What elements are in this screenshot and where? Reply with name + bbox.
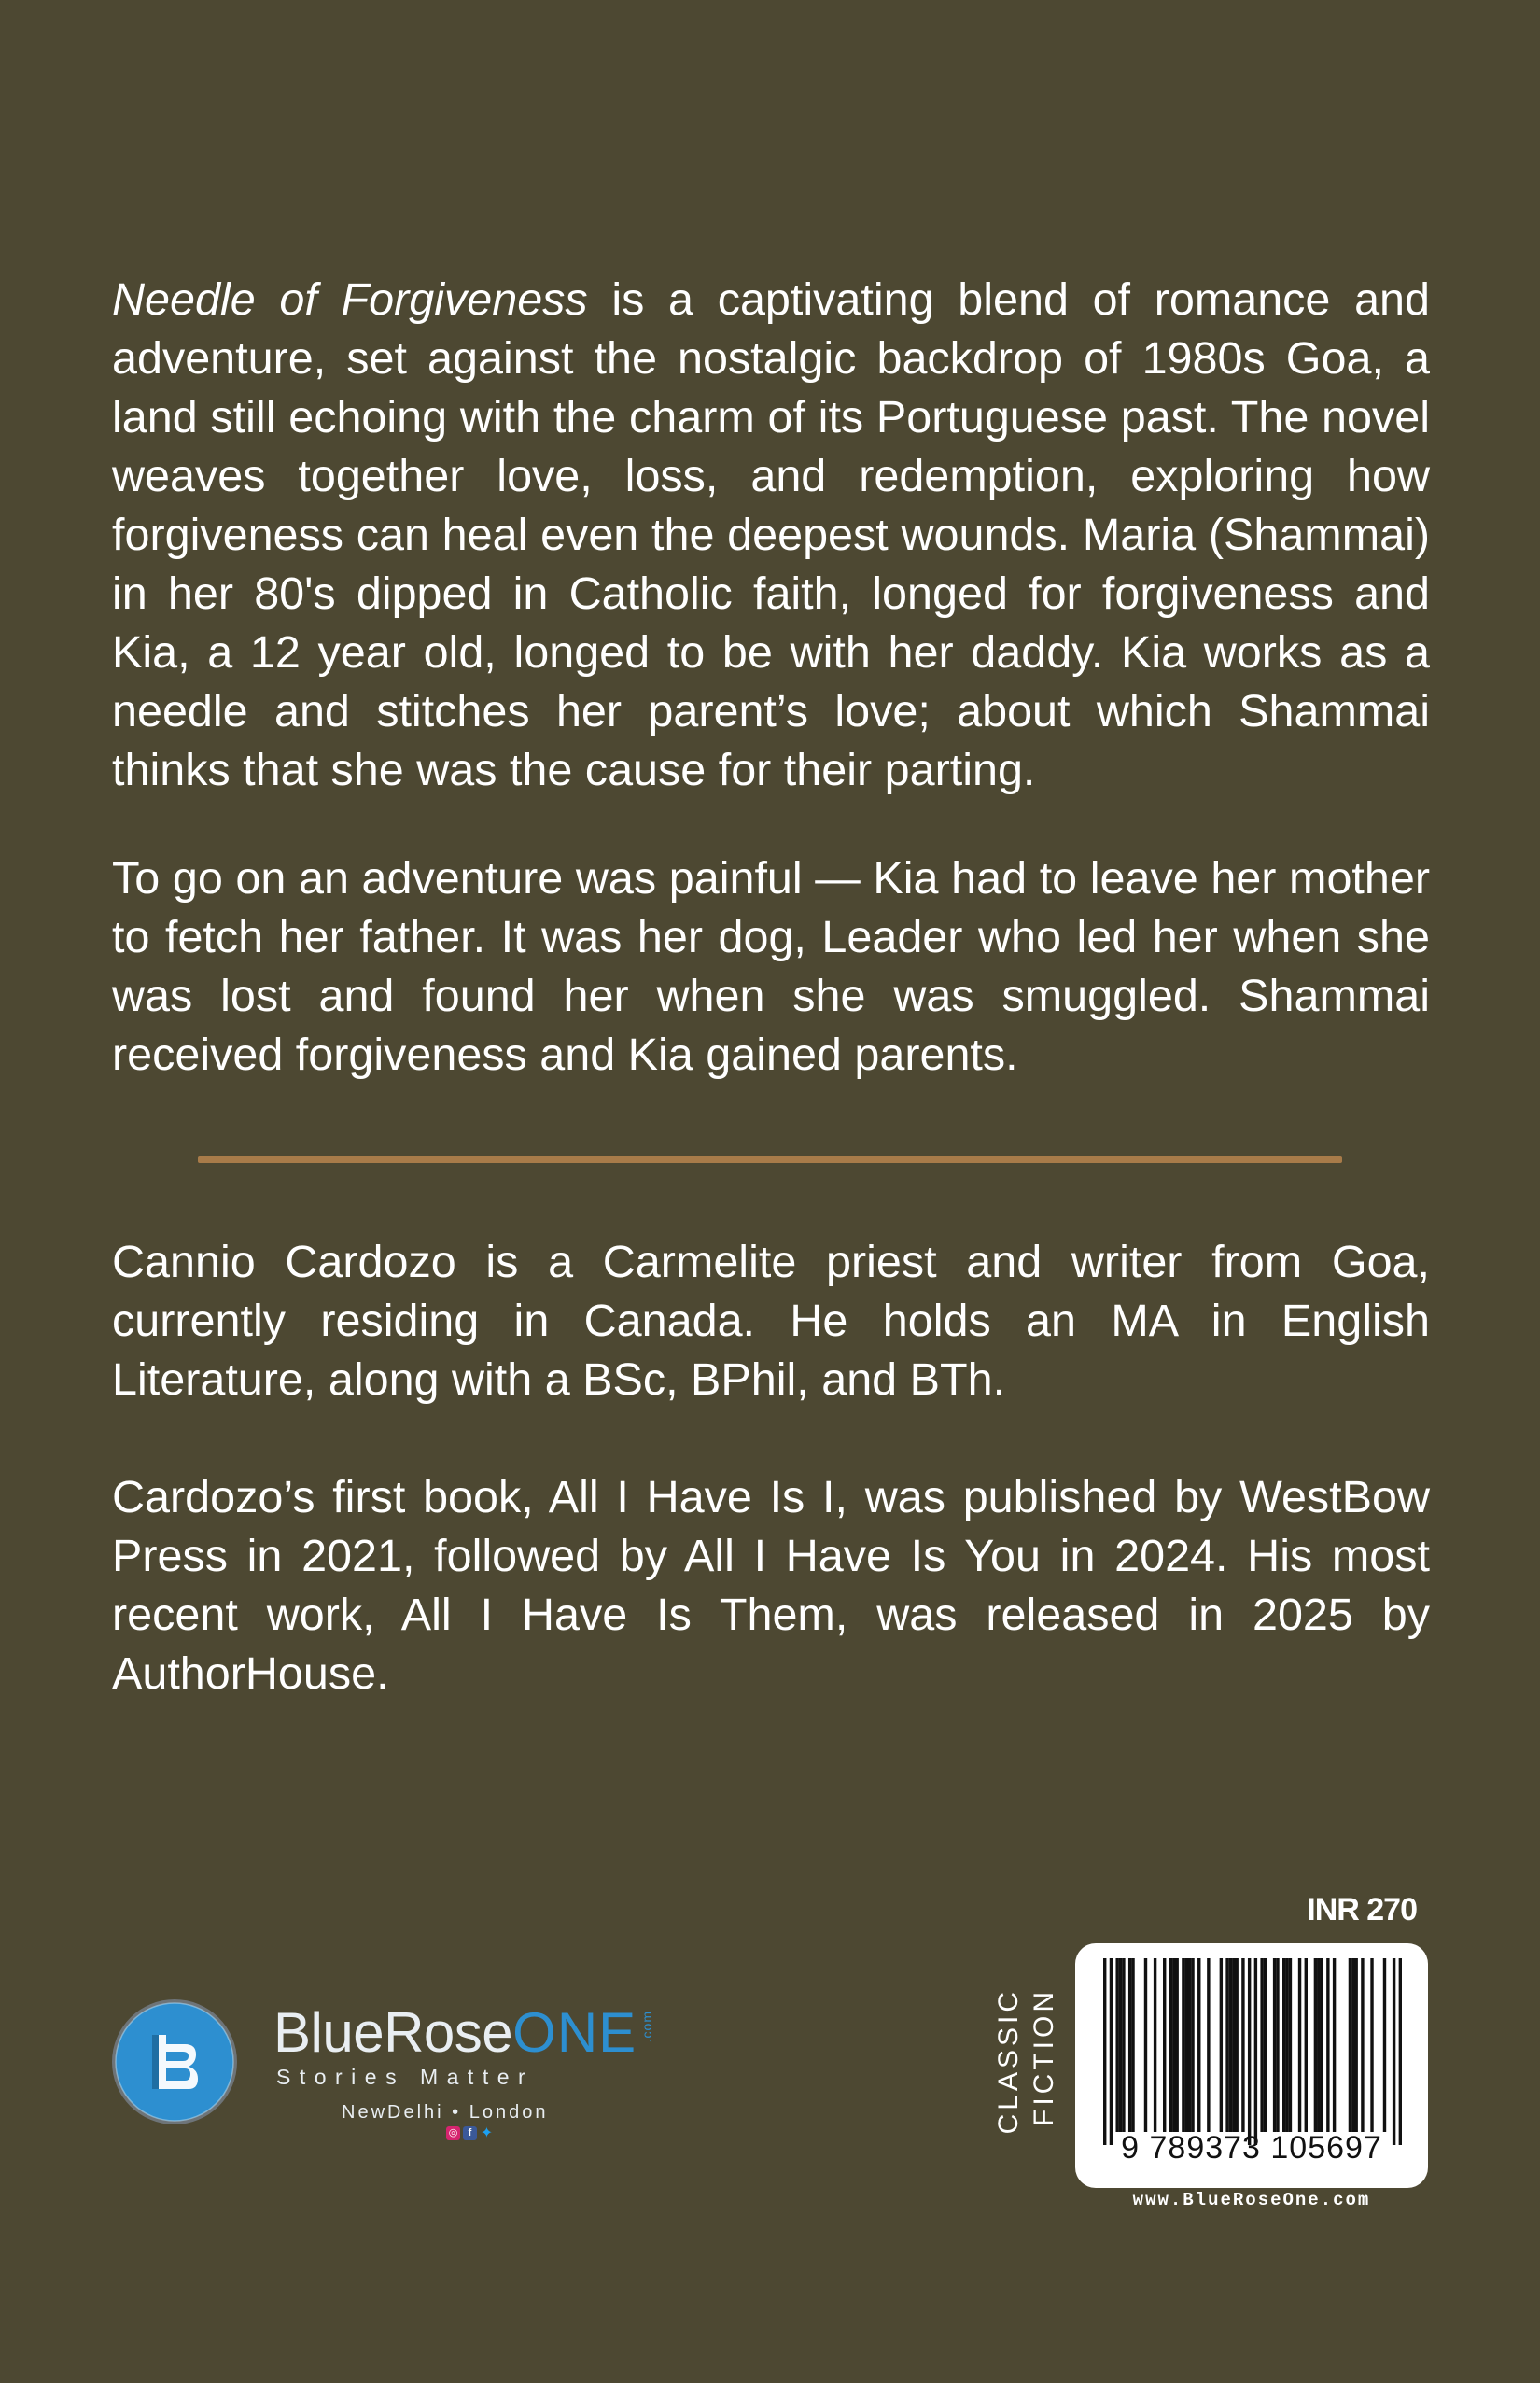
barcode-bar	[1314, 1958, 1317, 2132]
barcode-bar	[1182, 1958, 1184, 2132]
barcode-bar	[1232, 1958, 1235, 2132]
genre-label	[991, 1988, 1085, 2184]
publisher-name	[273, 2001, 655, 2064]
barcode-bar	[1383, 1958, 1386, 2132]
barcode-bar	[1298, 1958, 1301, 2132]
barcode-bar	[1122, 1958, 1125, 2132]
bio-paragraph-1: Cannio Cardozo is a Carmelite priest and writer from Goa, currently residing in Canada. He holds an MA in English Literature, along with a BSc, BPhil, and BTh.	[112, 1237, 1430, 1405]
publisher-cities: NewDelhi • London	[342, 2102, 549, 2123]
blurb-paragraph-2: To go on an adventure was painful — Kia had to leave her mother to fetch her father. It was her dog, Leader who led her when she was lost and found her when she was smuggled. Shammai received forgiveness and Kia gained parents.	[112, 853, 1430, 1080]
genre-line-2: FICTION	[1029, 1988, 1059, 2126]
publisher-tagline: Stories Matter	[276, 2065, 535, 2089]
barcode-bar	[1248, 1958, 1251, 2145]
barcode-bar	[1185, 1958, 1188, 2132]
barcode-bar	[1163, 1958, 1166, 2132]
barcode-bar	[1317, 1958, 1320, 2132]
barcode-bar	[1305, 1958, 1308, 2132]
barcode-bar	[1282, 1958, 1285, 2132]
publisher-website: www.BlueRoseOne.com	[1132, 2190, 1371, 2210]
barcode-bar	[1175, 1958, 1178, 2132]
barcode-bar	[1119, 1958, 1122, 2132]
barcode-bar	[1235, 1958, 1238, 2132]
book-blurb	[112, 271, 1430, 1085]
facebook-icon: f	[463, 2126, 477, 2140]
bio-paragraph-2: Cardozo’s first book, All I Have Is I, was published by WestBow Press in 2021, followed by All I Have Is You in 2024. His most recent work, All I Have Is Them, was released in 2025 by AuthorHouse.	[112, 1472, 1430, 1699]
barcode-bar	[1326, 1958, 1329, 2132]
barcode-bar	[1285, 1958, 1288, 2132]
publisher-name-suffix: .com	[639, 2011, 655, 2043]
barcode-bar	[1361, 1958, 1364, 2132]
barcode-bar	[1399, 1958, 1402, 2145]
barcode-bar	[1172, 1958, 1175, 2132]
twitter-icon: ✦	[480, 2124, 494, 2141]
barcode-bar	[1131, 1958, 1134, 2132]
barcode-bar	[1254, 1958, 1257, 2145]
barcode-bar	[1354, 1958, 1357, 2132]
barcode-bar	[1115, 1958, 1118, 2132]
isbn-barcode	[1075, 1943, 1428, 2188]
barcode-bar	[1276, 1958, 1279, 2132]
instagram-icon: ◎	[446, 2126, 460, 2140]
barcode-bar	[1289, 1958, 1292, 2132]
barcode-bar	[1207, 1958, 1210, 2132]
barcode-bar	[1144, 1958, 1147, 2132]
barcode-bar	[1273, 1958, 1276, 2132]
publisher-name-part2: ONE	[512, 2001, 637, 2064]
barcode-bar	[1320, 1958, 1323, 2132]
blurb-paragraph-1	[112, 271, 1430, 800]
barcode-bar	[1351, 1958, 1354, 2132]
barcode-bar	[1110, 1958, 1113, 2145]
barcode-bar	[1169, 1958, 1172, 2132]
barcode-bar	[1260, 1958, 1263, 2132]
bluerose-book-icon	[110, 1998, 239, 2126]
barcode-bar	[1264, 1958, 1267, 2132]
author-bio	[112, 1233, 1430, 1703]
barcode-bar	[1103, 1958, 1106, 2145]
barcode-bar	[1154, 1958, 1156, 2132]
barcode-bar	[1229, 1958, 1232, 2132]
barcode-bar	[1349, 1958, 1351, 2132]
barcode-bar	[1191, 1958, 1194, 2132]
price-label: INR 270	[1307, 1892, 1417, 1927]
barcode-bar	[1333, 1958, 1336, 2132]
barcode-bar	[1188, 1958, 1191, 2132]
blurb-paragraph-1-text: is a captivating blend of romance and adventure, set against the nostalgic backdrop of 1980s Goa, a land still echoing with the charm of its Portuguese past. The novel weaves together love, loss, and redemption, exploring how forgiveness can heal even the deepest wounds. Maria (Shammai) in her 80's dipped in Catholic faith, longed for forgiveness and Kia, a 12 year old, longed to be with her daddy. Kia works as a needle and stitches her parent’s love; about which Shammai thinks that she was the cause for their parting.	[112, 274, 1431, 795]
barcode-bar	[1220, 1958, 1223, 2132]
section-divider	[198, 1156, 1342, 1163]
barcode-bar	[1128, 1958, 1131, 2132]
publisher-name-part1: BlueRose	[273, 2001, 513, 2064]
barcode-bar	[1370, 1958, 1373, 2132]
publisher-social-links	[446, 2123, 494, 2143]
barcode-bar	[1225, 1958, 1228, 2132]
barcode-bar	[1393, 1958, 1395, 2145]
barcode-bar	[1197, 1958, 1200, 2132]
barcode-bars	[1103, 1958, 1402, 2145]
barcode-bar	[1241, 1958, 1244, 2132]
barcode-digits: 9 789373 105697	[1121, 2130, 1382, 2166]
book-title: Needle of Forgiveness	[112, 274, 588, 325]
publisher-logo	[110, 1998, 689, 2147]
genre-line-1: CLASSIC	[993, 1988, 1024, 2135]
